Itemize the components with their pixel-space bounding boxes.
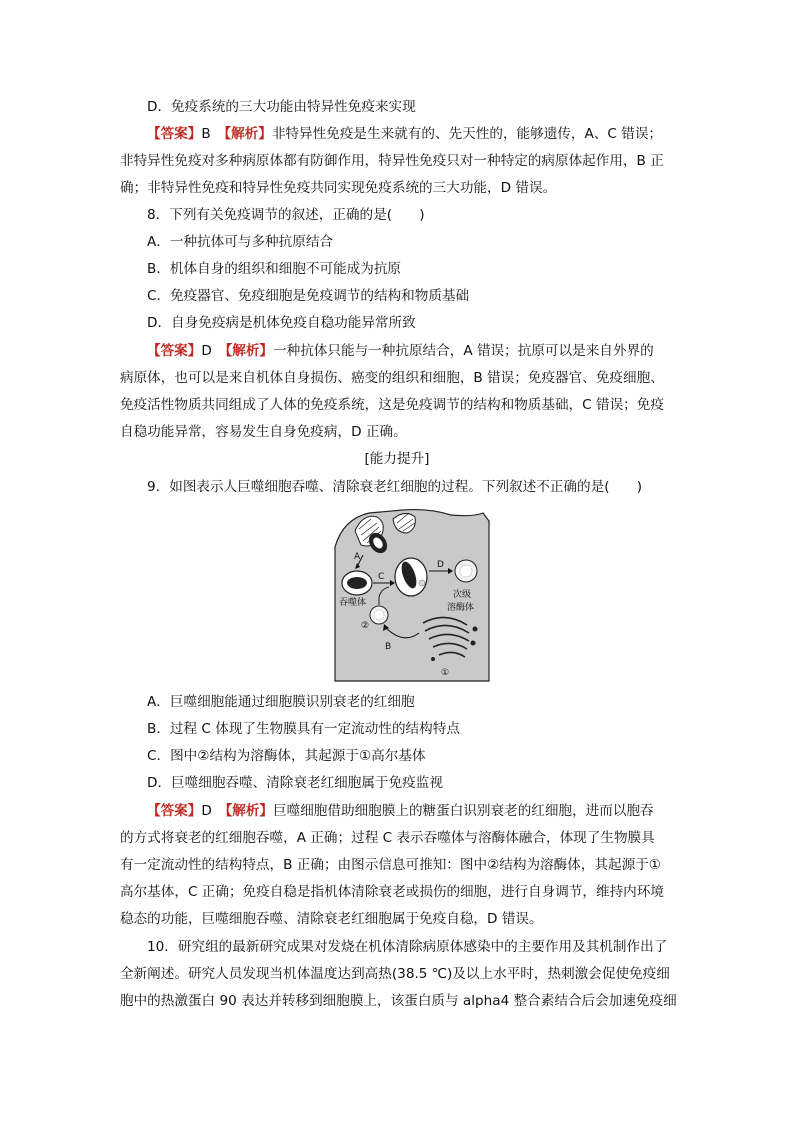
q8-stem: 8．下列有关免疫调节的叙述，正确的是( ) [147,207,425,223]
q8-option-b: B．机体自身的组织和细胞不可能成为抗原 [147,261,402,277]
macrophage-diagram-svg [333,505,491,683]
label-a: A [354,552,361,562]
label-phagosome: 吞噬体 [339,598,367,608]
analysis-label: 【解析】 [224,126,272,142]
q9-option-b: B．过程 C 体现了生物膜具有一定流动性的结构特点 [147,721,460,737]
label-b: B [385,642,392,652]
label-secondary-lysosome-2: 溶酶体 [447,603,475,613]
q7-answer-line-2: 非特异性免疫对多种病原体都有防御作用，特异性免疫只对一种特定的病原体起作用，B 正 [120,153,664,169]
q10-line-2: 全新阐述。研究人员发现当机体温度达到高热(38.5 ℃)及以上水平时，热刺激会促使免疫细 [120,966,670,982]
q9-answer-line-5: 稳态的功能，巨噬细胞吞噬、清除衰老红细胞属于免疫自稳，D 错误。 [120,911,543,927]
q9-answer-line-3: 有一定流动性的结构特点，B 正确；由图示信息可推知：图中②结构为溶酶体，其起源于① [120,857,661,873]
q10-line-3: 胞中的热激蛋白 90 表达并转移到细胞膜上，该蛋白质与 alpha4 整合素结合后会加速免疫细 [120,993,677,1009]
q8-answer-line-4: 自稳功能异常，容易发生自身免疫病，D 正确。 [120,424,407,440]
answer-letter: D [201,803,212,819]
answer-label: 【答案】 [147,126,202,142]
q7-answer-line-3: 确；非特异性免疫和特异性免疫共同实现免疫系统的三大功能，D 错误。 [120,180,557,196]
q9-option-c: C．图中②结构为溶酶体，其起源于①高尔基体 [147,748,426,764]
q9-option-d: D．巨噬细胞吞噬、清除衰老红细胞属于免疫监视 [147,775,443,791]
label-c: C [378,572,385,582]
q8-answer-line-3: 免疫活性物质共同组成了人体的免疫系统，这是免疫调节的结构和物质基础，C 错误；免疫 [120,397,664,413]
q8-answer-line-2: 病原体，也可以是来自机体自身损伤、癌变的组织和细胞，B 错误；免疫器官、免疫细胞、 [120,370,664,386]
answer-text: 巨噬细胞借助细胞膜上的糖蛋白识别衰老的红细胞，进而以胞吞 [273,803,654,819]
answer-letter: D [201,343,212,359]
q8-option-a: A．一种抗体可与多种抗原结合 [147,234,334,250]
q9-answer-line-4: 高尔基体，C 正确；免疫自稳是指机体清除衰老或损伤的细胞，进行自身调节，维持内环境 [120,884,664,900]
q7-answer-line-1 [147,124,707,144]
label-d: D [437,560,444,570]
section-title: [能力提升] [364,451,430,467]
label-circle-1: ① [441,668,450,678]
analysis-label: 【解析】 [225,803,274,819]
label-secondary-lysosome-1: 次级 [453,590,472,600]
answer-letter: B [201,126,211,142]
q9-answer-line-1 [147,801,707,821]
q9-stem: 9．如图表示人巨噬细胞吞噬、清除衰老红细胞的过程。下列叙述不正确的是( ) [147,479,643,495]
q8-option-c: C．免疫器官、免疫细胞是免疫调节的结构和物质基础 [147,288,470,304]
q8-option-d: D．自身免疫病是机体免疫自稳功能异常所致 [147,315,416,331]
answer-text: 一种抗体只能与一种抗原结合，A 错误；抗原可以是来自外界的 [273,343,654,359]
q8-answer-line-1 [147,341,707,361]
q10-line-1: 10．研究组的最新研究成果对发烧在机体清除病原体感染中的主要作用及其机制作出了 [147,939,668,955]
macrophage-diagram [333,505,491,683]
q9-option-a: A．巨噬细胞能通过细胞膜识别衰老的红细胞 [147,694,415,710]
answer-label: 【答案】 [147,343,202,359]
q7-option-d: D．免疫系统的三大功能由特异性免疫来实现 [147,99,416,115]
q9-answer-line-2: 的方式将衰老的红细胞吞噬，A 正确；过程 C 表示吞噬体与溶酶体融合，体现了生物膜具 [120,830,655,846]
label-circle-2: ② [361,621,370,631]
answer-text: 非特异性免疫是生来就有的、先天性的，能够遗传，A、C 错误； [271,126,663,142]
answer-label: 【答案】 [147,803,202,819]
analysis-label: 【解析】 [225,343,274,359]
